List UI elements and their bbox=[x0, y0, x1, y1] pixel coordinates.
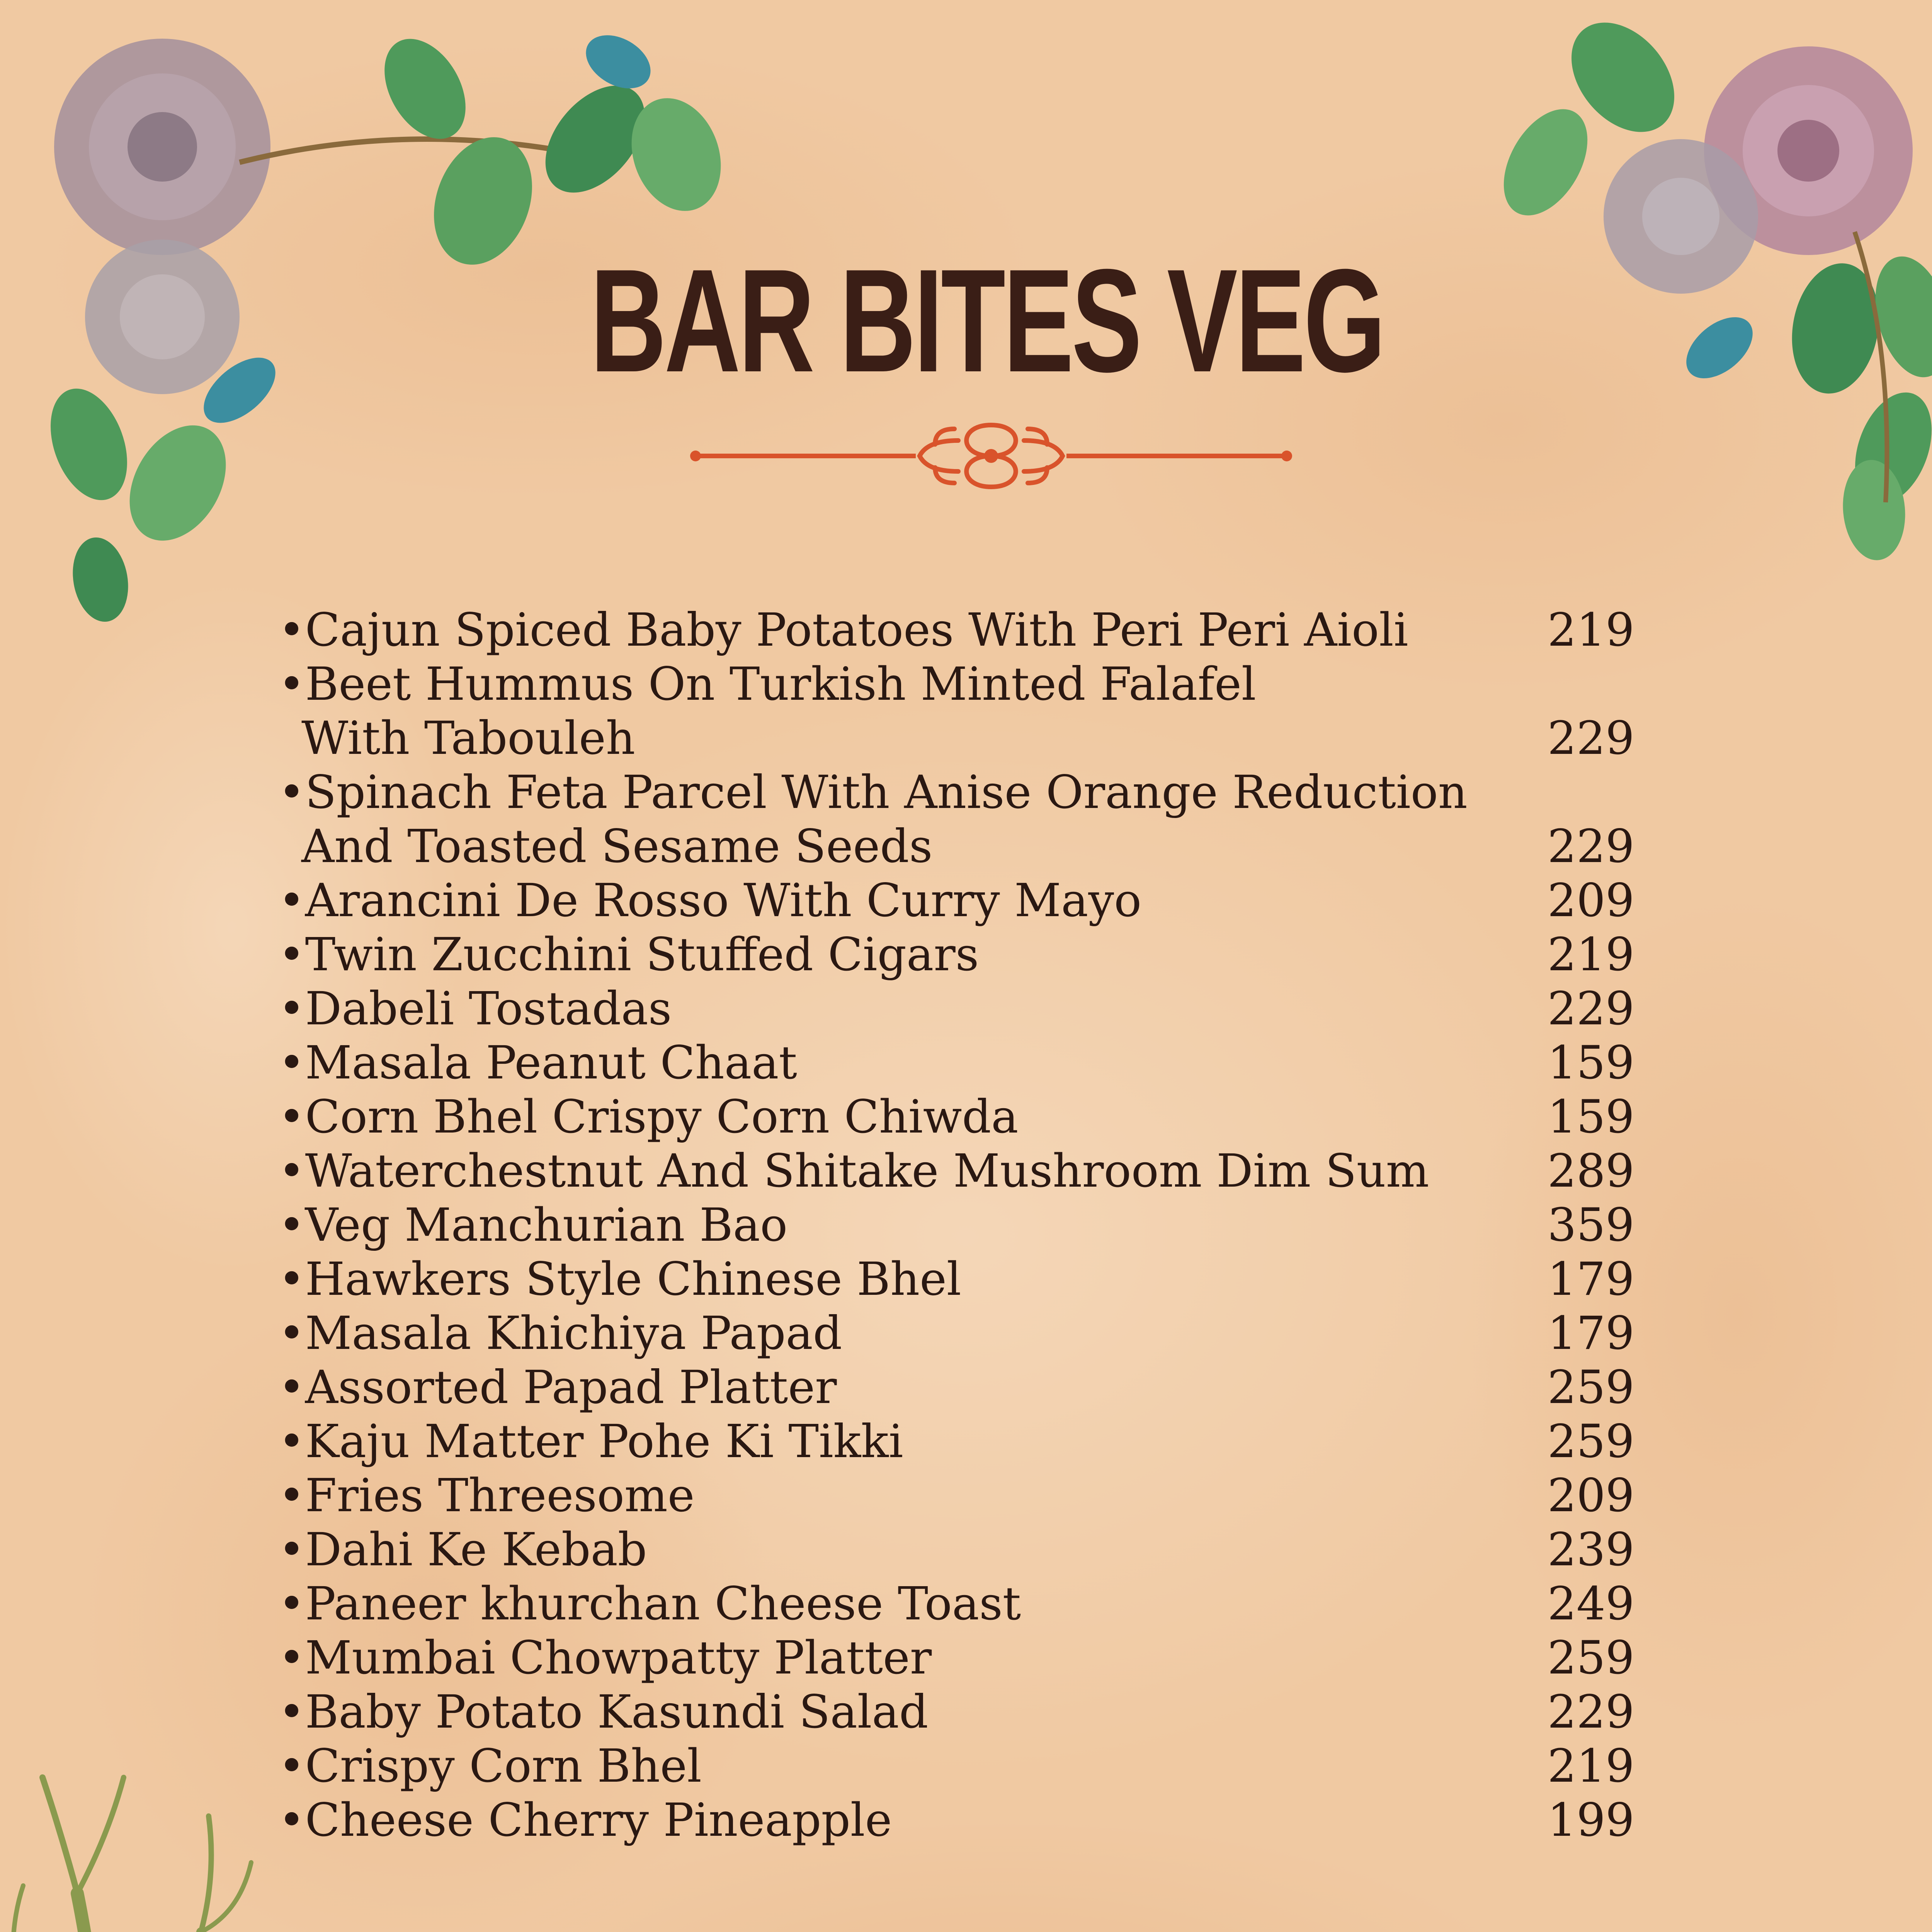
menu-item-price: 249 bbox=[1547, 1577, 1634, 1630]
menu-item bbox=[278, 981, 1654, 1036]
menu-item-price: 219 bbox=[1547, 928, 1634, 981]
menu-item-price: 229 bbox=[1547, 982, 1634, 1035]
menu-item-price: 289 bbox=[1547, 1144, 1634, 1197]
menu-item-name: •Paneer khurchan Cheese Toast bbox=[278, 1577, 1021, 1630]
menu-list bbox=[278, 603, 1654, 1847]
menu-item-name: •Cajun Spiced Baby Potatoes With Peri Peri Aioli bbox=[278, 603, 1408, 656]
menu-item bbox=[278, 1090, 1654, 1144]
page-title: BAR BITES VEG bbox=[590, 238, 1384, 403]
menu-item-price: 209 bbox=[1547, 1469, 1634, 1522]
menu-item-name: •Masala Peanut Chaat bbox=[278, 1036, 797, 1089]
menu-item-name: •Assorted Papad Platter bbox=[278, 1361, 837, 1414]
menu-item-price: 359 bbox=[1547, 1198, 1634, 1252]
menu-item-price: 199 bbox=[1547, 1793, 1634, 1847]
menu-item bbox=[278, 1144, 1654, 1198]
menu-item-price: 229 bbox=[1547, 711, 1634, 765]
menu-item-name: •Veg Manchurian Bao bbox=[278, 1198, 788, 1252]
menu-item-name: •Fries Threesome bbox=[278, 1469, 695, 1522]
menu-item-name: •Twin Zucchini Stuffed Cigars bbox=[278, 928, 979, 981]
menu-item-name: •Kaju Matter Pohe Ki Tikki bbox=[278, 1415, 903, 1468]
menu-item-price: 229 bbox=[1547, 820, 1634, 873]
menu-item-price: 209 bbox=[1547, 874, 1634, 927]
menu-item bbox=[278, 657, 1654, 765]
menu-item bbox=[278, 1577, 1654, 1631]
menu-item bbox=[278, 1360, 1654, 1414]
menu-item-price: 259 bbox=[1547, 1415, 1634, 1468]
menu-item-name: •Hawkers Style Chinese Bhel bbox=[278, 1252, 961, 1306]
menu-item bbox=[278, 927, 1654, 981]
menu-item bbox=[278, 1685, 1654, 1739]
menu-item-name: With Tabouleh bbox=[301, 711, 635, 765]
menu-item-price: 239 bbox=[1547, 1523, 1634, 1576]
menu-item-name: •Masala Khichiya Papad bbox=[278, 1306, 842, 1360]
menu-item-name: •Cheese Cherry Pineapple bbox=[278, 1793, 892, 1847]
menu-item bbox=[278, 603, 1654, 657]
menu-item bbox=[278, 1252, 1654, 1306]
menu-item bbox=[278, 1198, 1654, 1252]
menu-item bbox=[278, 1522, 1654, 1577]
menu-item bbox=[278, 1631, 1654, 1685]
menu-item-name: •Crispy Corn Bhel bbox=[278, 1739, 702, 1793]
menu-item-price: 259 bbox=[1547, 1361, 1634, 1414]
ornament-divider bbox=[688, 417, 1294, 495]
menu-item-name: •Corn Bhel Crispy Corn Chiwda bbox=[278, 1090, 1019, 1143]
menu-item-price: 179 bbox=[1547, 1252, 1634, 1306]
menu-item bbox=[278, 1468, 1654, 1522]
menu-item bbox=[278, 873, 1654, 927]
menu-item-name: •Baby Potato Kasundi Salad bbox=[278, 1685, 929, 1738]
menu-item bbox=[278, 1739, 1654, 1793]
menu-item-price: 179 bbox=[1547, 1306, 1634, 1360]
menu-item bbox=[278, 1306, 1654, 1360]
menu-item-price: 219 bbox=[1547, 1739, 1634, 1793]
menu-item-price: 229 bbox=[1547, 1685, 1634, 1738]
menu-item-name: And Toasted Sesame Seeds bbox=[301, 820, 933, 873]
menu-item bbox=[278, 1793, 1654, 1847]
menu-item-price: 159 bbox=[1547, 1036, 1634, 1089]
menu-item bbox=[278, 1414, 1654, 1468]
menu-item bbox=[278, 1036, 1654, 1090]
menu-item-price: 259 bbox=[1547, 1631, 1634, 1684]
menu-item-name: •Spinach Feta Parcel With Anise Orange Reduction bbox=[278, 765, 1468, 819]
menu-item-price: 159 bbox=[1547, 1090, 1634, 1143]
menu-item-name: •Dabeli Tostadas bbox=[278, 982, 672, 1035]
menu-item-name: •Mumbai Chowpatty Platter bbox=[278, 1631, 932, 1684]
menu-item-name: •Arancini De Rosso With Curry Mayo bbox=[278, 874, 1142, 927]
menu-item-name: •Dahi Ke Kebab bbox=[278, 1523, 647, 1576]
menu-item bbox=[278, 765, 1654, 873]
menu-item-name: •Beet Hummus On Turkish Minted Falafel bbox=[278, 657, 1256, 711]
menu-item-price: 219 bbox=[1547, 603, 1634, 656]
menu-item-name: •Waterchestnut And Shitake Mushroom Dim Sum bbox=[278, 1144, 1429, 1197]
